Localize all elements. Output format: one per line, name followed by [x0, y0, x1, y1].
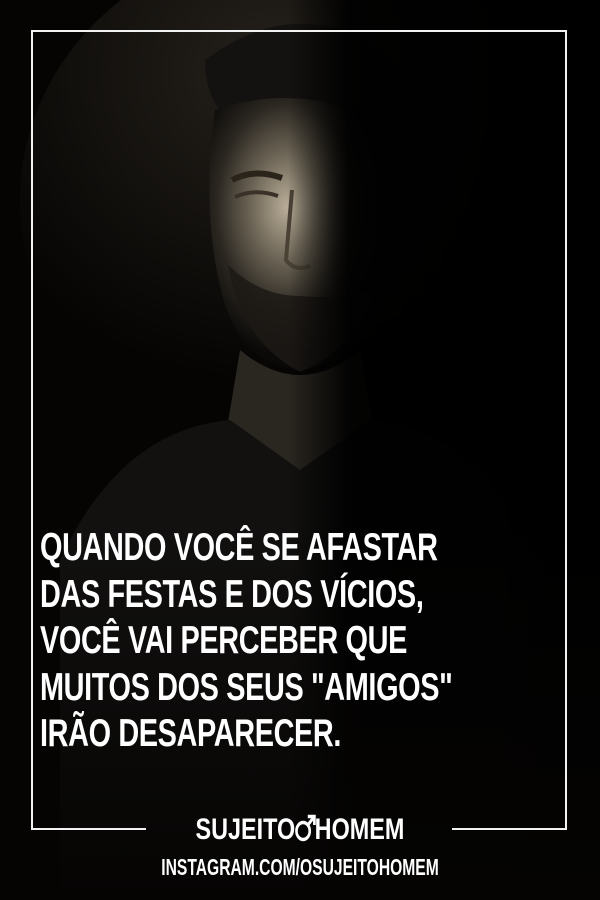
instagram-handle-text: INSTAGRAM.COM/OSUJEITOHOMEM — [161, 854, 439, 880]
male-symbol-icon — [294, 813, 316, 843]
quote-line: QUANDO VOCÊ SE AFASTAR — [40, 526, 438, 569]
brand-name-part1: SUJEITO — [195, 813, 296, 846]
quote-text — [40, 525, 453, 758]
quote-line: DAS FESTAS E DOS VÍCIOS, — [40, 572, 424, 616]
quote-line: MUITOS DOS SEUS "AMIGOS" — [40, 665, 453, 709]
brand-logo — [0, 812, 600, 848]
brand-name-part2: HOMEM — [314, 813, 405, 846]
quote-line: VOCÊ VAI PERCEBER QUE — [40, 619, 407, 662]
instagram-handle — [0, 853, 600, 881]
quote-line: IRÃO DESAPARECER. — [40, 712, 342, 755]
